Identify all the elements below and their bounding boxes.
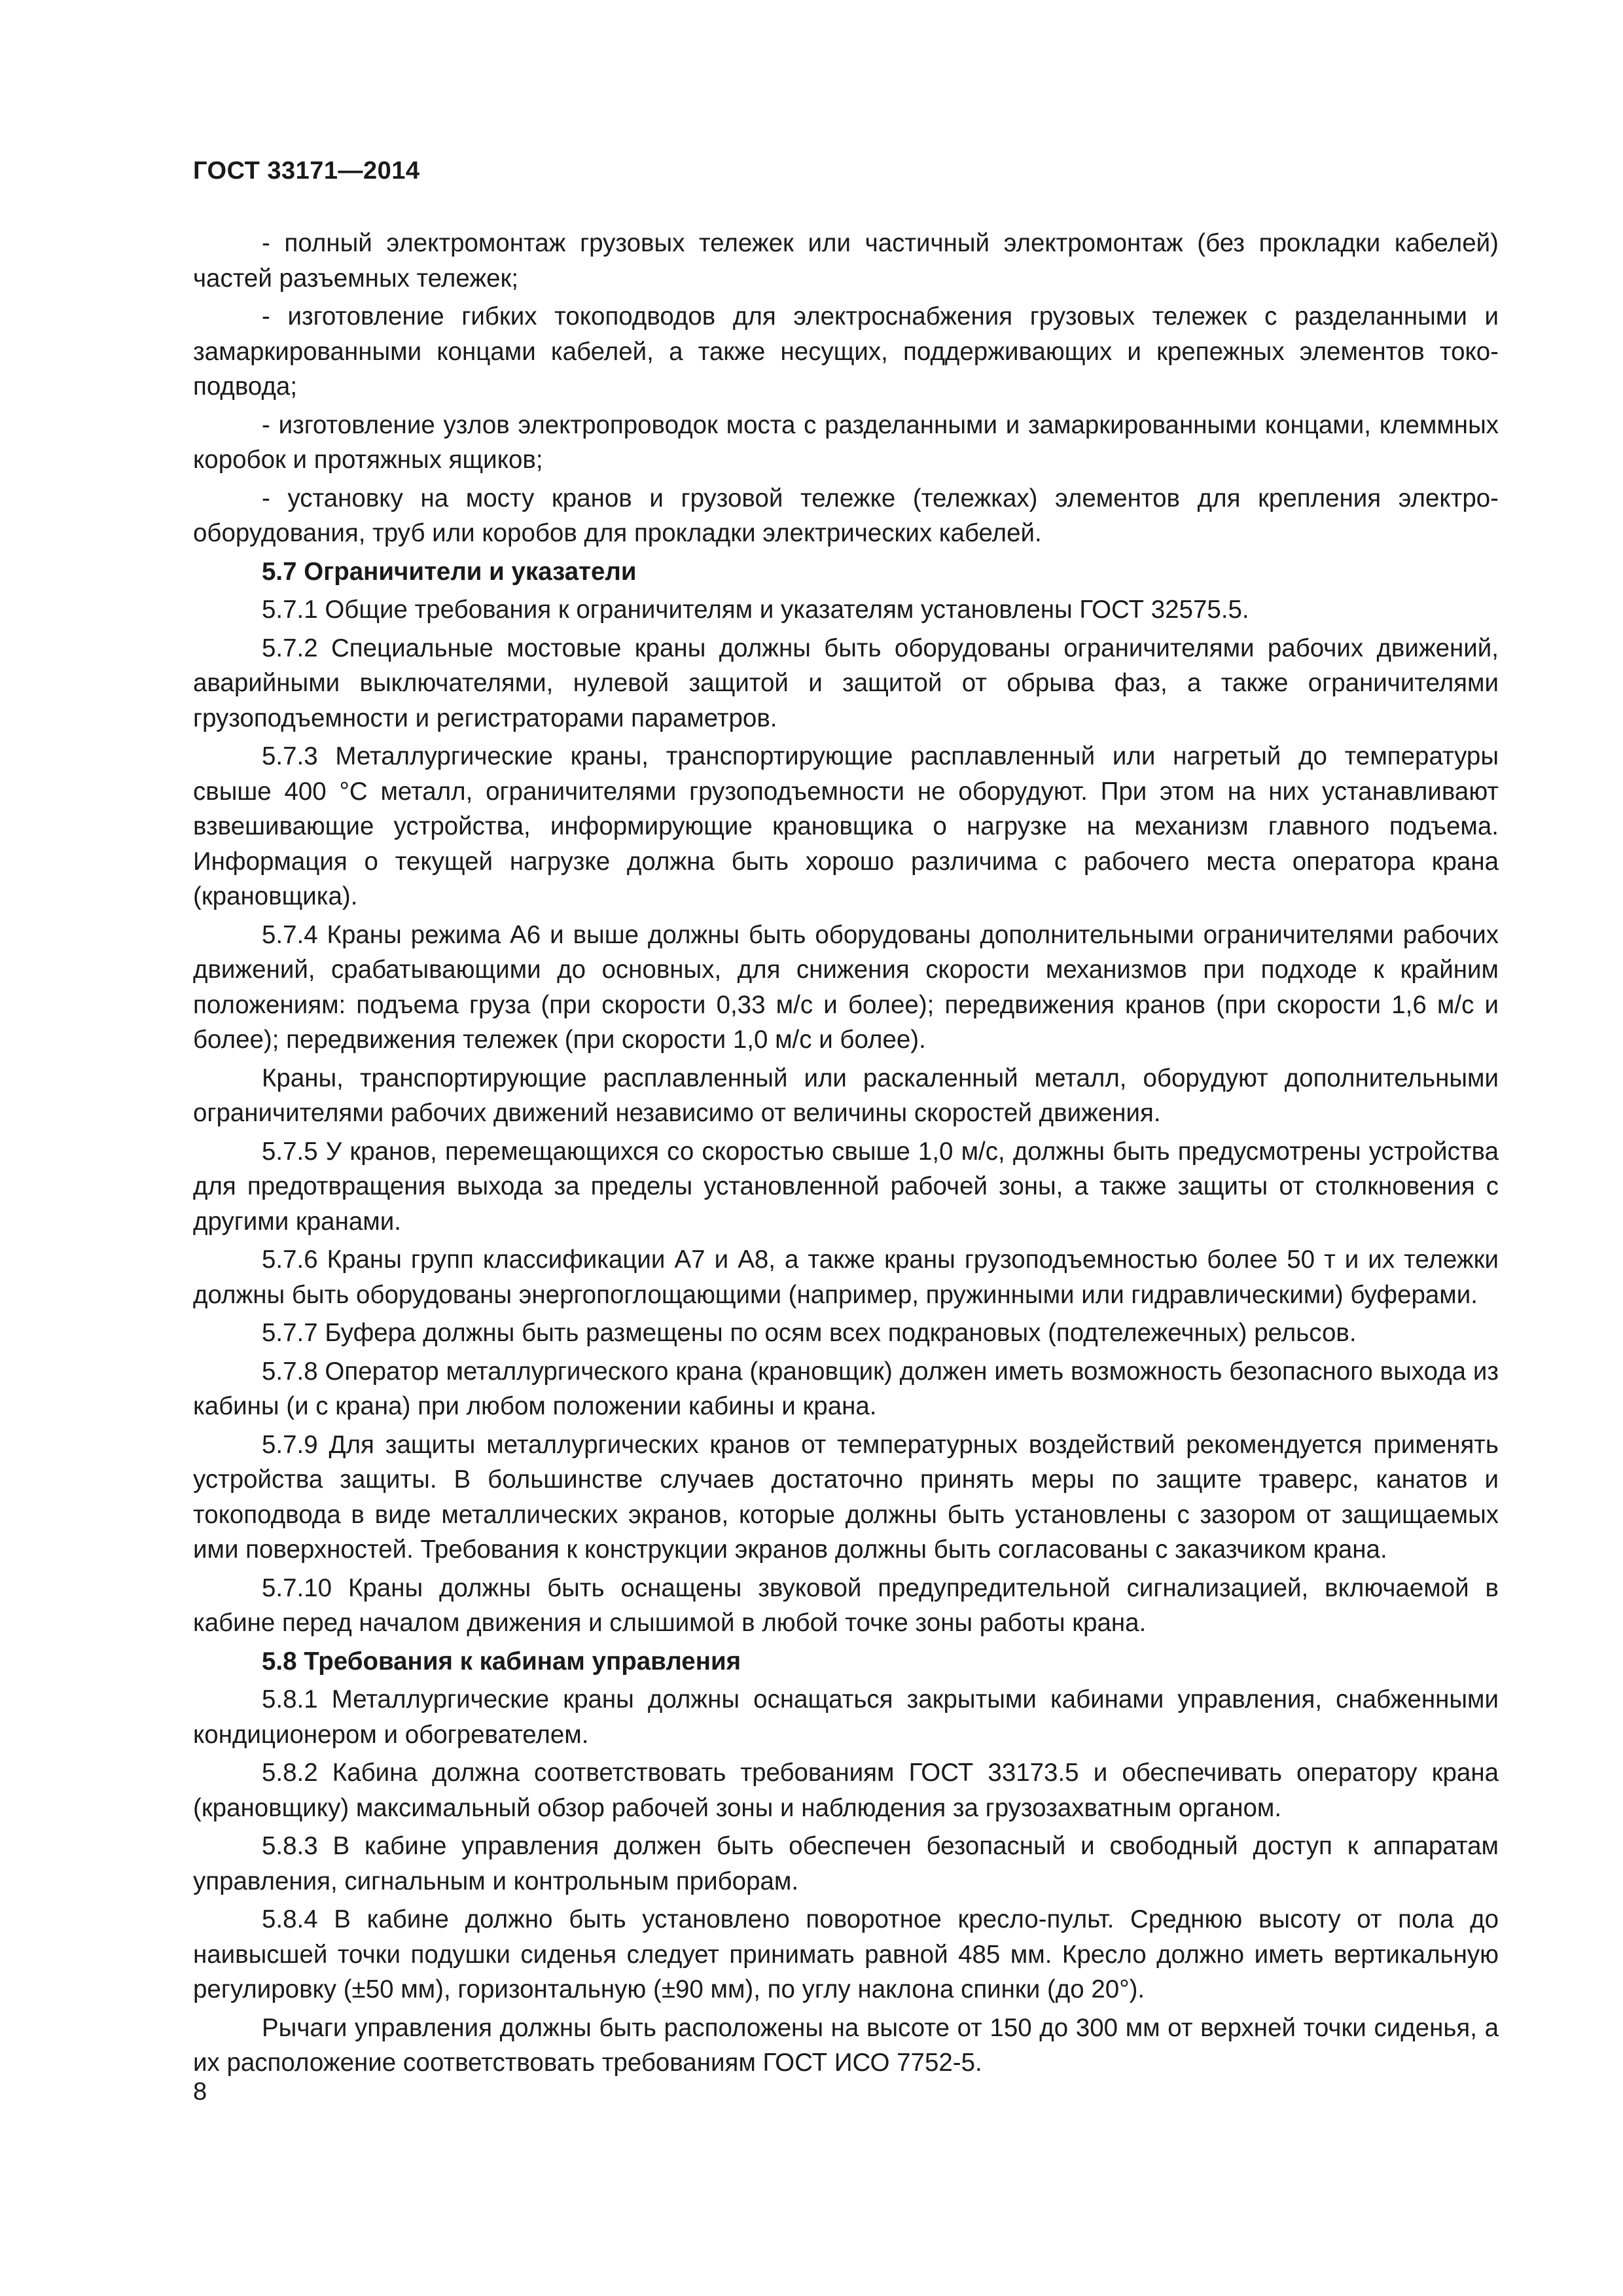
paragraph-5-7-2: 5.7.2 Специальные мостовые краны должны быть оборудованы ограничителями рабочих движений, аварийными выключателями, нулевой защитой и защитой от обрыва фаз, а также ограничителями грузоподъемности и регистраторами параметров. xyxy=(193,634,1499,732)
paragraph-5-7-5: 5.7.5 У кранов, перемещающихся со скоростью свыше 1,0 м/с, должны быть предусмотрены устройства для предотвращения выхода за пределы установленной рабочей зоны, а также защиты от столкновения с другими кранами. xyxy=(193,1137,1499,1236)
paragraph-5-7-9: 5.7.9 Для защиты металлургических кранов от температурных воздействий рекомендуется применять устройства защиты. В большинстве случаев достаточно принять меры по защите траверс, канатов и токоподвода в виде металлических экранов, которые должны быть установлены с зазором от защищаемых ими поверхностей. Требования к конструкции экранов должны быть согласованы с заказчиком крана. xyxy=(193,1430,1499,1564)
paragraph-5-7-10: 5.7.10 Краны должны быть оснащены звуковой предупредительной сигнализацией, включаемой в кабине перед началом движения и слышимой в любой точке зоны работы крана. xyxy=(193,1573,1499,1637)
list-item: - изготовление узлов электропроводок моста с разделанными и замаркированными концами, клеммных коробок и протяжных ящиков; xyxy=(193,410,1499,474)
document-body xyxy=(193,226,1499,2084)
paragraph-5-8-2: 5.8.2 Кабина должна соответствовать требованиям ГОСТ 33173.5 и обеспечивать оператору крана (крановщику) максимальный обзор рабочей зоны и наблюдения за грузозахватным органом. xyxy=(193,1759,1499,1822)
list-item: - полный электромонтаж грузовых тележек или частичный электромонтаж (без прокладки кабелей) частей разъемных тележек; xyxy=(193,229,1499,293)
paragraph-5-7-8: 5.7.8 Оператор металлургического крана (крановщик) должен иметь возможность безопасного выхода из кабины (и с крана) при любом положении кабины и крана. xyxy=(193,1357,1499,1420)
paragraph-5-7-4: 5.7.4 Краны режима А6 и выше должны быть оборудованы дополнительными ограничителями рабочих движений, срабатывающими до основных, для снижения скорости механизмов при подходе к крайним положениям: подъема груза (при скорости 0,33 м/с и более); передвижения кранов (при скорости 1,6 м/с и более); передвижения тележек (при скорости 1,0 м/с и более). xyxy=(193,920,1499,1054)
paragraph-5-8-1: 5.8.1 Металлургические краны должны оснащаться закрытыми кабинами управления, снабженными кондиционером и обогревателем. xyxy=(193,1685,1499,1749)
paragraph-5-8-4: 5.8.4 В кабине должно быть установлено поворотное кресло-пульт. Среднюю высоту от пола до наивысшей точки подушки сиденья следует принимать равной 485 мм. Кресло должно иметь вертикальную регулировку (±50 мм), горизонтальную (±90 мм), по углу наклона спинки (до 20°). xyxy=(193,1905,1499,2003)
paragraph-5-7-6: 5.7.6 Краны групп классификации А7 и А8, а также краны грузоподъемностью более 50 т и их тележки должны быть оборудованы энергопоглощающими (например, пружинными или гидравлическими) буферами. xyxy=(193,1246,1499,1309)
list-item: - установку на мосту кранов и грузовой тележке (тележках) элементов для крепления электрооборудования, труб или коробов для прокладки электрических кабелей. xyxy=(193,484,1499,547)
paragraph-5-7-3: 5.7.3 Металлургические краны, транспортирующие расплавленный или нагретый до температуры свыше 400 °С металл, ограничителями грузоподъемности не оборудуют. При этом на них устанавливают взвешивающие устройства, информирующие крановщика о нагрузке на механизм главного подъема. Информация о текущей нагрузке должна быть хорошо различима с рабочего места оператора крана (крановщика). xyxy=(193,742,1499,910)
paragraph-5-8-3: 5.8.3 В кабине управления должен быть обеспечен безопасный и свободный доступ к аппаратам управления, сигнальным и контрольным приборам. xyxy=(193,1832,1499,1895)
paragraph-5-7-1: 5.7.1 Общие требования к ограничителям и указателям установлены ГОСТ 32575.5. xyxy=(262,596,1249,624)
paragraph-5-7-4-cont: Краны, транспортирующие расплавленный или раскаленный металл, оборудуют дополнительными ограничителями рабочих движений независимо от величины скоростей движения. xyxy=(193,1064,1499,1127)
list-item: - изготовление гибких токоподводов для электроснабжения грузовых тележек с разделанными и замаркированными концами кабелей, а также несущих, поддерживающих и крепежных элементов токоподвода; xyxy=(193,302,1499,401)
section-heading-5-8: 5.8 Требования к кабинам управления xyxy=(262,1647,741,1676)
section-heading-5-7: 5.7 Ограничители и указатели xyxy=(262,557,637,586)
paragraph-5-8-4-cont: Рычаги управления должны быть расположены на высоте от 150 до 300 мм от верхней точки сиденья, а их расположение соответствовать требованиям ГОСТ ИСО 7752-5. xyxy=(193,2013,1499,2077)
document-code-header: ГОСТ 33171—2014 xyxy=(193,157,420,185)
paragraph-5-7-7: 5.7.7 Буфера должны быть размещены по осям всех подкрановых (подтележечных) рельсов. xyxy=(262,1319,1357,1347)
page-number: 8 xyxy=(193,2078,207,2106)
